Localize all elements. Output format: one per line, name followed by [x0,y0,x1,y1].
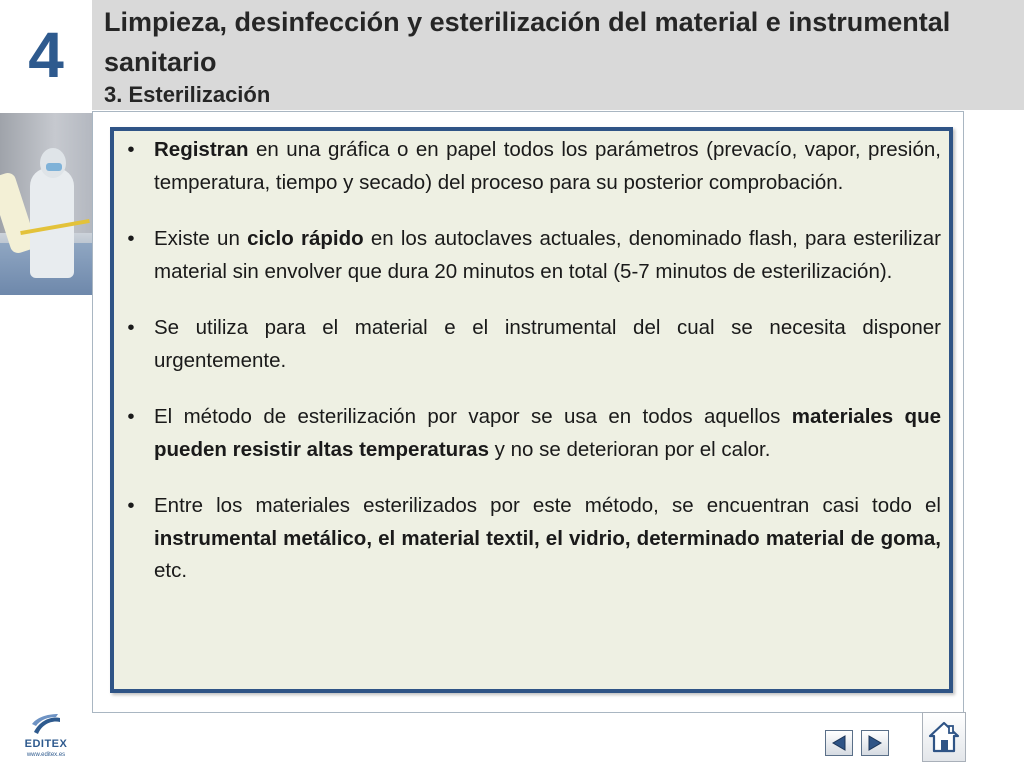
bullet-text [154,227,941,283]
chapter-number: 4 [0,0,92,110]
logo-url: www.editex.es [26,752,66,758]
logo-text: EDITEX [24,738,68,750]
bullet-icon: • [127,494,135,517]
home-button[interactable] [922,712,966,762]
bullet-text-run: en una gráfica o en papel todos los parámetros (prevacío, vapor, presión, temperatura, tiempo y secado) del proceso para su posterior comprobación. [154,138,941,194]
house-icon [927,720,961,754]
bullet-text-run: Se utiliza para el material e el instrumental del cual se necesita disponer urgentemente. [154,316,941,372]
bullet-text-run: y no se deterioran por el calor. [488,437,771,461]
editex-logo-mark-icon [30,714,62,736]
bullet-item [110,401,953,466]
side-photo [0,113,92,295]
bullet-bold-text: ciclo rápido [247,227,364,250]
bullet-text [154,405,941,461]
triangle-left-icon [830,734,848,752]
bullet-text-run: El método de esterilización por vapor se usa en todos aquellos [154,405,792,428]
bullet-bold-text: instrumental metálico, el material textil, el vidrio, determinado material de goma, [154,526,941,550]
bullet-list [110,128,953,612]
photo-mask [46,163,62,171]
bullet-item [110,312,953,377]
bullet-item [110,134,953,199]
bullet-bold-text: materiales que pueden resistir altas temperaturas [154,405,941,461]
bullet-text-run: Entre los materiales esterilizados por este método, se encuentran casi todo el [154,494,941,517]
bullet-icon: • [127,405,135,428]
bullet-text [154,494,941,582]
bullet-text [154,138,941,194]
bullet-text [154,316,941,372]
bullet-text-run: etc. [154,559,188,582]
bullet-bold-text: Registran [154,138,249,161]
bullet-text-run: en los autoclaves actuales, denominado flash, para esterilizar material sin envolver que dura 20 minutos en total (5-7 minutos de esterilización). [154,227,941,283]
bullet-icon: • [127,316,135,339]
next-slide-button[interactable] [861,730,889,756]
previous-slide-button[interactable] [825,730,853,756]
bullet-item [110,223,953,288]
page-title: Limpieza, desinfección y esterilización del material e instrumental sanitario [104,7,951,77]
bullet-text-run: Existe un [154,227,248,250]
editex-logo[interactable] [18,714,74,760]
bullet-item [110,490,953,588]
triangle-right-icon [866,734,884,752]
bullet-icon: • [127,227,135,250]
section-subtitle: 3. Esterilización [104,82,271,107]
bullet-icon: • [127,138,135,161]
